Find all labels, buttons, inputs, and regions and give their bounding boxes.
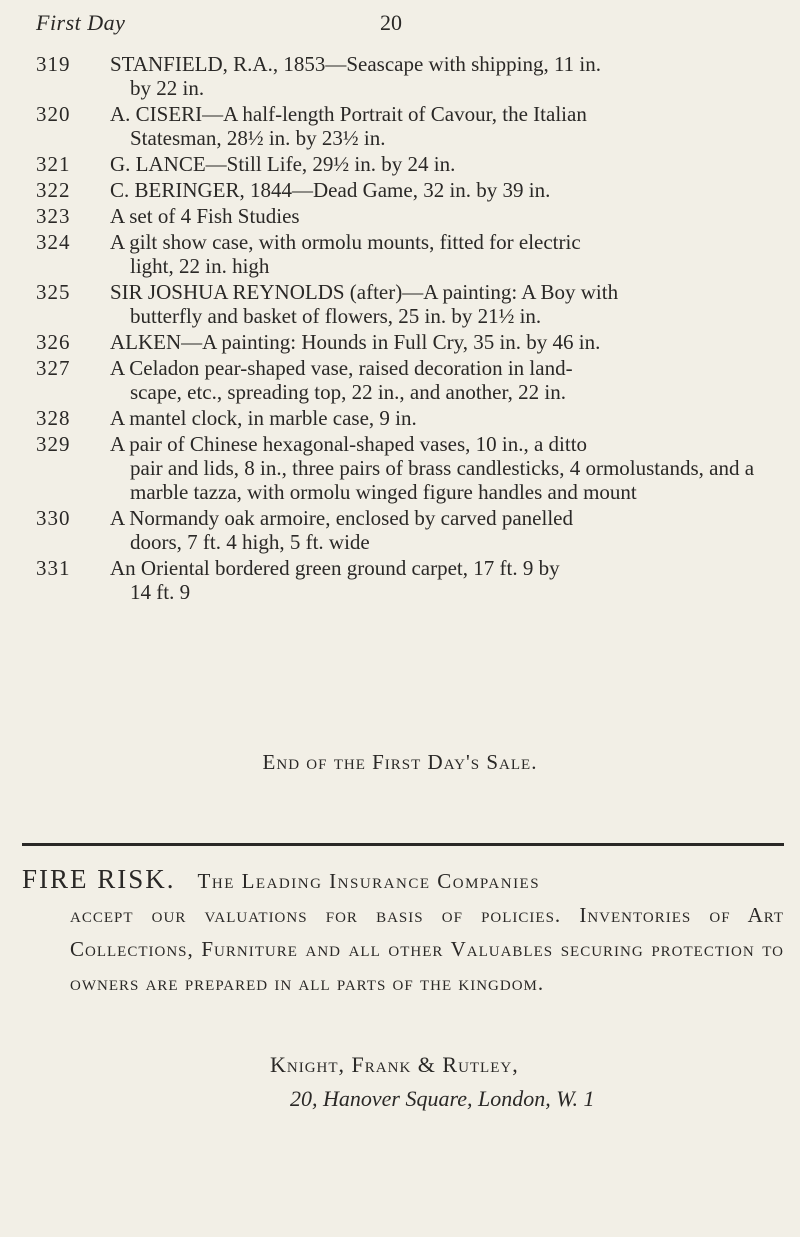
divider-rule [22,843,784,846]
lot-number: 321 [36,152,71,176]
lot-text: A pair of Chinese hexagonal-shaped vases, 10 in., a ditto [110,432,588,456]
lot-text: An Oriental bordered green ground carpet, 17 ft. 9 by [110,556,560,580]
lot-number: 324 [36,230,71,254]
lot-text: A. CISERI—A half-length Portrait of Cavour, the Italian [110,102,587,126]
lot-text-continued: 14 ft. 9 [130,580,191,604]
lot-text-continued: pair and lids, 8 in., three pairs of brass candlesticks, 4 ormolustands, and a marble tazza, with ormolu winged figure handles and mount [130,456,755,504]
lot-number: 331 [36,556,71,580]
lot-description [110,204,776,228]
firm-name: Knight, Frank & Rutley, [270,1052,519,1077]
lot-description [110,556,776,604]
lot-text: G. LANCE—Still Life, 29½ in. by 24 in. [110,152,456,176]
lot-description [110,356,776,404]
lot-text: STANFIELD, R.A., 1853—Seascape with shipping, 11 in. [110,52,602,76]
lot-text: SIR JOSHUA REYNOLDS (after)—A painting: A Boy with [110,280,619,304]
lot-number: 325 [36,280,71,304]
lot-item [36,280,776,328]
lot-number: 327 [36,356,71,380]
lot-number: 322 [36,178,71,202]
lot-number: 328 [36,406,71,430]
lot-item [36,356,776,404]
lot-number: 326 [36,330,71,354]
lot-text-continued: butterfly and basket of flowers, 25 in. by 21½ in. [130,304,542,328]
lot-text: A gilt show case, with ormolu mounts, fitted for electric [110,230,581,254]
lot-description [110,102,776,150]
lot-item [36,178,776,202]
page-number: 20 [380,10,402,35]
lot-item [36,52,776,100]
lot-number: 319 [36,52,71,76]
lot-item [36,330,776,354]
lot-number: 330 [36,506,71,530]
lot-description [110,152,776,176]
lot-number: 323 [36,204,71,228]
firm-address: 20, Hanover Square, London, W. 1 [290,1086,595,1111]
running-head: First Day [36,10,126,35]
lot-text: A Celadon pear-shaped vase, raised decoration in land- [110,356,573,380]
lot-item [36,204,776,228]
lot-description [110,406,776,430]
lot-text: ALKEN—A painting: Hounds in Full Cry, 35 in. by 46 in. [110,330,601,354]
lot-item [36,506,776,554]
lot-number: 329 [36,432,71,456]
lot-description [110,280,776,328]
lot-description [110,330,776,354]
lot-text-continued: doors, 7 ft. 4 high, 5 ft. wide [130,530,370,554]
lot-text: A mantel clock, in marble case, 9 in. [110,406,417,430]
lot-description [110,432,776,504]
lot-description [110,230,776,278]
lot-item [36,102,776,150]
lot-item [36,152,776,176]
notice-body: accept our valuations for basis of policies. Inventories of Art Collections, Furniture and all other Valuables securing protection to owners are prepared in all parts of the kingdom. [70,903,784,995]
fire-risk-notice [22,862,784,1000]
notice-heading: FIRE RISK. [22,864,176,894]
lot-item [36,406,776,430]
lot-number: 320 [36,102,71,126]
lot-description [110,52,776,100]
lot-description [110,178,776,202]
lot-text-continued: Statesman, 28½ in. by 23½ in. [130,126,386,150]
lot-list [36,52,776,606]
notice-lead: The Leading Insurance Companies [197,869,541,893]
lot-item [36,432,776,504]
lot-text: C. BERINGER, 1844—Dead Game, 32 in. by 39 in. [110,178,551,202]
lot-item [36,230,776,278]
lot-text-continued: by 22 in. [130,76,205,100]
lot-item [36,556,776,604]
signature-block [270,1048,595,1116]
lot-text-continued: light, 22 in. high [130,254,270,278]
lot-text: A set of 4 Fish Studies [110,204,300,228]
lot-text: A Normandy oak armoire, enclosed by carved panelled [110,506,573,530]
end-of-sale-note: End of the First Day's Sale. [262,750,538,774]
lot-description [110,506,776,554]
lot-text-continued: scape, etc., spreading top, 22 in., and another, 22 in. [130,380,566,404]
